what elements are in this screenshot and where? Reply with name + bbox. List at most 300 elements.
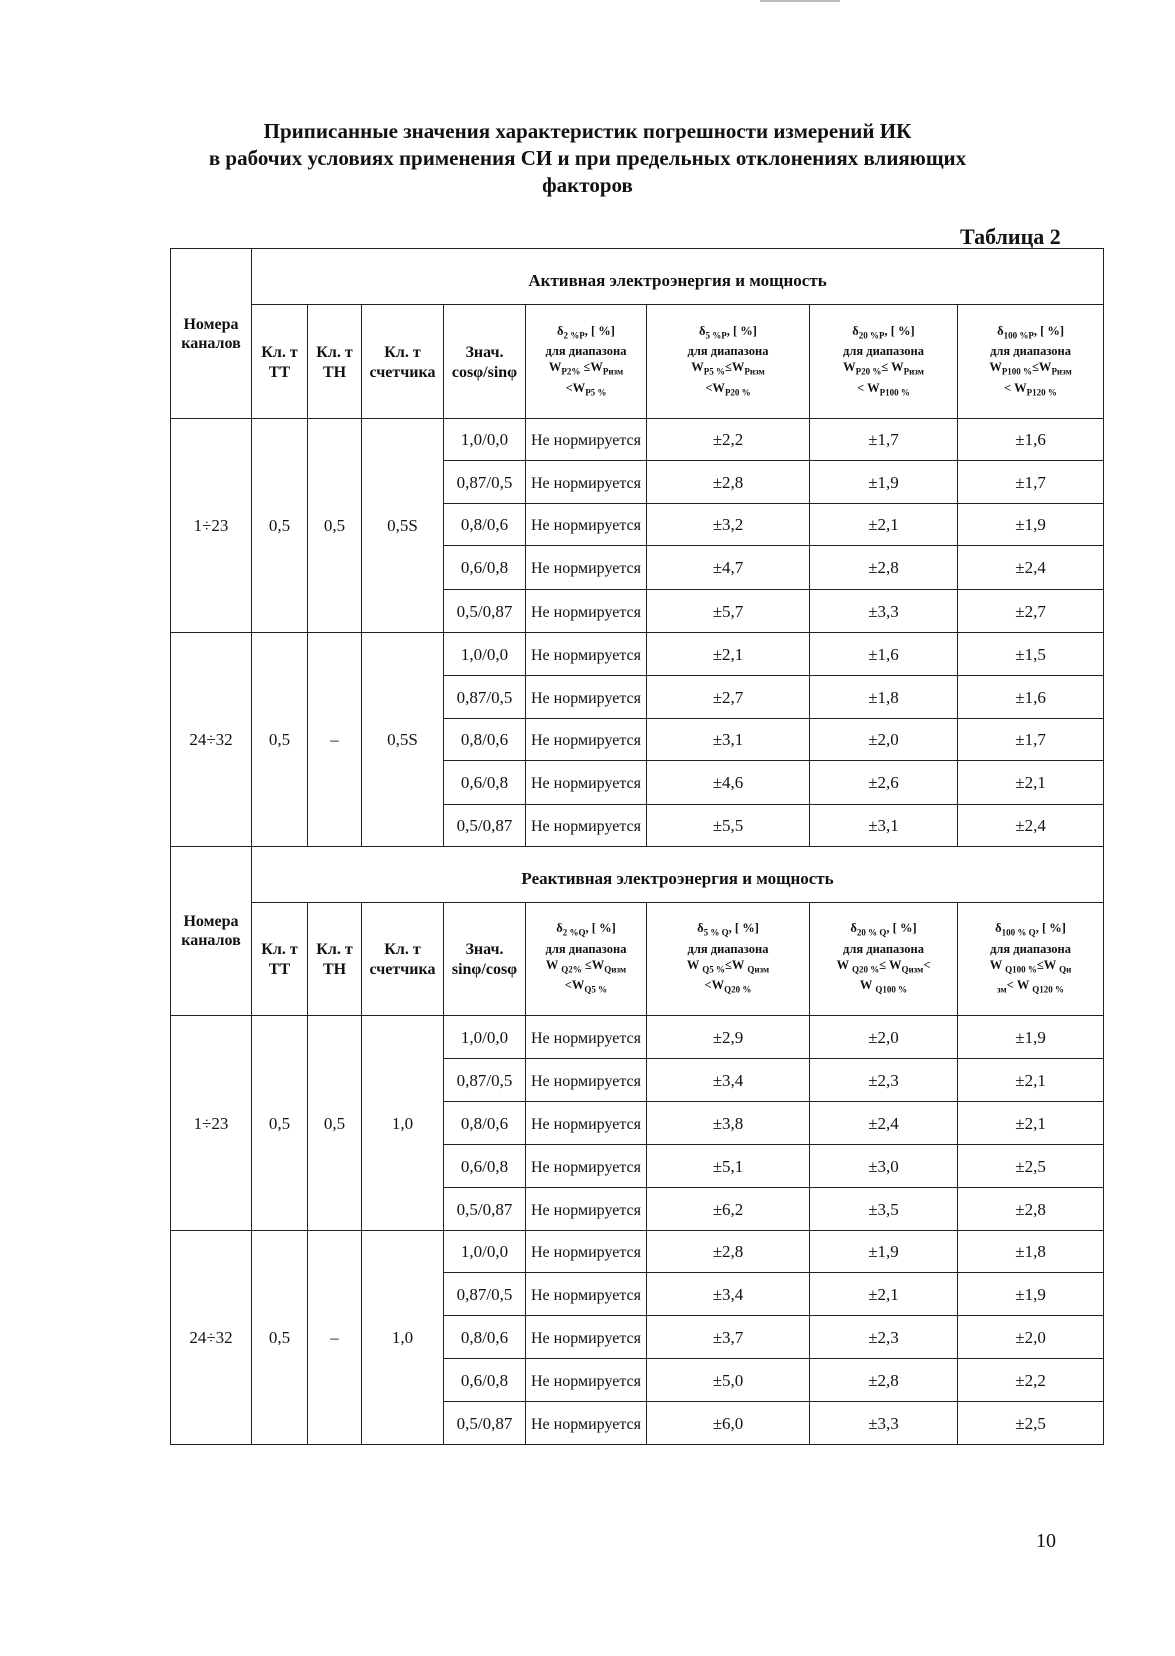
range-text: <W — [565, 380, 586, 395]
d5-value-cell — [647, 1188, 810, 1231]
d5-value: ±5,7 — [712, 601, 744, 621]
d5-value-cell — [647, 1059, 810, 1102]
kl-tn-header: Кл. т ТН — [316, 941, 353, 978]
znach-value: 0,6/0,8 — [460, 773, 509, 792]
d2-value-cell — [526, 546, 647, 590]
d2-header — [526, 323, 646, 401]
znach-value-cell — [444, 1316, 526, 1359]
channels-header-cell — [171, 249, 252, 419]
d2-header-cell — [526, 305, 647, 419]
d5-value-cell — [647, 1273, 810, 1316]
range-word: для диапазона — [687, 941, 769, 956]
range-text: W — [989, 957, 1006, 972]
d5-value-cell — [647, 1016, 810, 1059]
znach-value-cell — [444, 761, 526, 805]
delta-symbol: δ — [995, 921, 1002, 936]
d5-value-cell — [647, 419, 810, 461]
not-normalized: Не нормируется — [531, 689, 641, 707]
znach-value: 0,8/0,6 — [460, 515, 509, 534]
znach-value: 0,8/0,6 — [460, 1113, 509, 1133]
delta-symbol: δ — [850, 921, 857, 936]
d100-value-cell — [958, 1188, 1104, 1231]
znach-value: 1,0/0,0 — [460, 644, 509, 664]
d2-header-cell — [526, 903, 647, 1016]
range-sub: Qизм — [747, 964, 770, 975]
delta-unit: , [ %] — [726, 323, 757, 338]
range-sub: P5 % — [585, 387, 607, 398]
not-normalized: Не нормируется — [531, 603, 641, 621]
range-text: ≤ W — [879, 957, 902, 972]
znach-value-cell — [444, 546, 526, 590]
range-text: W — [859, 978, 876, 993]
range-sub: Pизм — [1051, 366, 1072, 377]
d100-header — [958, 920, 1103, 998]
d20-value: ±1,7 — [868, 430, 899, 449]
znach-value: 1,0/0,0 — [460, 430, 509, 449]
d20-value: ±2,6 — [868, 773, 899, 792]
not-normalized: Не нормируется — [531, 1415, 641, 1433]
range-sub: Q5 % — [702, 964, 726, 975]
d2-value-cell — [526, 1059, 647, 1102]
tn-value: 0,5 — [323, 1113, 346, 1133]
channels-cell — [171, 1016, 252, 1231]
d5-value: ±4,6 — [712, 773, 744, 792]
d100-value-cell — [958, 419, 1104, 461]
channels-cell — [171, 419, 252, 633]
d100-value: ±1,7 — [1015, 472, 1046, 492]
d100-value: ±2,2 — [1015, 1370, 1046, 1390]
d20-value: ±2,8 — [868, 558, 899, 577]
d100-value: ±1,9 — [1015, 1284, 1046, 1304]
d100-value-cell — [958, 1316, 1104, 1359]
not-normalized: Не нормируется — [531, 818, 641, 835]
d100-value-cell — [958, 1102, 1104, 1145]
tt-value: 0,5 — [268, 516, 291, 535]
delta-symbol: δ — [997, 323, 1004, 338]
znach-value: 1,0/0,0 — [460, 1027, 509, 1047]
d20-value: ±3,5 — [868, 1199, 899, 1219]
counter-value: 1,0 — [391, 1328, 414, 1347]
znach-value-cell — [444, 504, 526, 546]
delta-sub: 20 %P — [858, 330, 885, 341]
d20-value: ±3,3 — [868, 601, 899, 621]
d100-value-cell — [958, 1273, 1104, 1316]
d100-value: ±2,1 — [1015, 1070, 1046, 1090]
d5-value: ±5,0 — [712, 1370, 744, 1390]
title-line-1: Приписанные значения характеристик погрешности измерений ИК — [263, 119, 912, 143]
range-sub: Pизм — [602, 366, 624, 377]
d20-value-cell — [810, 761, 958, 805]
d20-value-cell — [810, 419, 958, 461]
range-sub: Q20 % — [724, 984, 752, 995]
d100-value-cell — [958, 1145, 1104, 1188]
znach-value-cell — [444, 1188, 526, 1231]
range-text: W — [548, 360, 562, 375]
znach-value-cell — [444, 805, 526, 847]
tt-cell — [252, 1016, 308, 1231]
d5-header-cell — [647, 305, 810, 419]
delta-symbol: δ — [699, 323, 706, 338]
range-word: для диапазона — [990, 344, 1072, 359]
d5-value: ±6,0 — [712, 1413, 744, 1433]
range-text: <W — [704, 978, 725, 993]
d5-value: ±2,2 — [712, 430, 744, 449]
reactive-section-header-row — [171, 903, 1104, 1016]
counter-cell — [362, 633, 444, 847]
tt-value: 0,5 — [268, 1328, 291, 1347]
d100-value: ±1,6 — [1015, 430, 1046, 449]
range-text: ≤W — [581, 957, 605, 972]
tt-cell — [252, 633, 308, 847]
range-word: для диапазона — [687, 344, 769, 359]
kl-counter-header: Кл. т счетчика — [369, 343, 436, 381]
range-text: ≤W — [1032, 360, 1052, 375]
d100-value-cell — [958, 1359, 1104, 1402]
range-sub: P20 % — [855, 366, 882, 377]
znach-value-cell — [444, 590, 526, 633]
d5-value-cell — [647, 590, 810, 633]
tn-cell — [308, 633, 362, 847]
delta-symbol: δ — [852, 323, 859, 338]
d20-header — [810, 323, 957, 401]
page-number: 10 — [1036, 1530, 1056, 1552]
range-word: для диапазона — [843, 941, 924, 956]
d100-value-cell — [958, 761, 1104, 805]
range-sub: P100 % — [879, 387, 910, 398]
d20-header-cell — [810, 305, 958, 419]
delta-sub: 100 % Q — [1001, 927, 1036, 938]
channels-header: Номера каналов — [181, 913, 241, 949]
kl-tn-cell — [308, 305, 362, 419]
d20-value: ±1,9 — [868, 1242, 899, 1261]
range-text: W — [686, 957, 703, 972]
znach-cell — [444, 903, 526, 1016]
counter-value: 1,0 — [391, 1113, 414, 1133]
range-word: для диапазона — [990, 941, 1072, 956]
not-normalized: Не нормируется — [531, 1072, 641, 1090]
tn-value: – — [330, 730, 339, 749]
znach-value-cell — [444, 1102, 526, 1145]
tn-cell — [308, 419, 362, 633]
d100-value-cell — [958, 1402, 1104, 1445]
d20-value-cell — [810, 805, 958, 847]
table-row — [171, 1231, 1104, 1273]
d5-value: ±3,4 — [712, 1284, 744, 1304]
znach-value-cell — [444, 633, 526, 676]
channels-header: Номера каналов — [181, 315, 241, 352]
d5-value: ±3,2 — [712, 515, 744, 534]
delta-unit: , [ %] — [584, 323, 615, 338]
range-word: для диапазона — [545, 941, 627, 956]
znach-value: 0,5/0,87 — [456, 1199, 513, 1219]
kl-counter-cell — [362, 305, 444, 419]
range-text: W — [836, 957, 852, 972]
d5-value-cell — [647, 1316, 810, 1359]
not-normalized: Не нормируется — [531, 1329, 641, 1347]
tt-value: 0,5 — [268, 730, 291, 749]
znach-header: Знач. cosφ/sinφ — [451, 343, 518, 381]
channels-value: 1÷23 — [193, 516, 229, 535]
range-text: <W — [564, 978, 585, 993]
channels-cell — [171, 1231, 252, 1445]
range-word: для диапазона — [843, 344, 924, 359]
d100-value-cell — [958, 676, 1104, 719]
d100-value: ±2,7 — [1015, 601, 1046, 621]
delta-sub: 20 % Q — [856, 927, 887, 938]
znach-value-cell — [444, 1273, 526, 1316]
d5-value-cell — [647, 805, 810, 847]
d20-header — [810, 920, 957, 998]
d20-value: ±2,1 — [868, 1284, 899, 1304]
d5-value-cell — [647, 1359, 810, 1402]
d100-value: ±2,1 — [1015, 1113, 1046, 1133]
d5-value: ±5,5 — [712, 816, 744, 835]
d100-value-cell — [958, 1231, 1104, 1273]
d100-value: ±2,1 — [1015, 773, 1046, 792]
d100-header — [958, 323, 1103, 401]
active-section-title-row — [171, 249, 1104, 305]
d100-value-cell — [958, 1016, 1104, 1059]
not-normalized: Не нормируется — [531, 474, 641, 492]
d20-value-cell — [810, 590, 958, 633]
range-text: ≤W — [1036, 957, 1060, 972]
d5-value: ±6,2 — [712, 1199, 744, 1219]
range-text: < — [923, 957, 931, 972]
d2-value-cell — [526, 419, 647, 461]
range-text: < W — [857, 380, 880, 395]
d20-value-cell — [810, 1016, 958, 1059]
d20-value-cell — [810, 1188, 958, 1231]
delta-sub: 2 %Q — [562, 927, 586, 938]
d20-value: ±2,0 — [868, 730, 899, 749]
range-sub: Qи — [1059, 964, 1072, 975]
d20-value: ±2,3 — [868, 1327, 899, 1347]
d100-header-cell — [958, 305, 1104, 419]
znach-value: 0,87/0,5 — [456, 472, 513, 492]
d2-value-cell — [526, 504, 647, 546]
range-sub: Q5 % — [584, 984, 608, 995]
d20-value: ±3,1 — [868, 816, 899, 835]
kl-tn-cell — [308, 903, 362, 1016]
range-sub: P5 % — [703, 366, 726, 377]
d20-value: ±2,4 — [868, 1113, 899, 1133]
d2-value-cell — [526, 1231, 647, 1273]
znach-value-cell — [444, 719, 526, 761]
d2-value-cell — [526, 633, 647, 676]
kl-counter-cell — [362, 903, 444, 1016]
section-title: Реактивная электроэнергия и мощность — [521, 869, 834, 888]
d100-value: ±1,6 — [1015, 687, 1046, 707]
not-normalized: Не нормируется — [531, 560, 641, 577]
d5-value: ±4,7 — [712, 558, 744, 577]
channels-value: 24÷32 — [189, 730, 233, 749]
d20-value: ±2,0 — [868, 1027, 899, 1047]
znach-value-cell — [444, 419, 526, 461]
delta-symbol: δ — [697, 921, 704, 936]
d20-value-cell — [810, 461, 958, 504]
znach-value: 0,8/0,6 — [460, 730, 509, 749]
d2-header — [526, 920, 646, 998]
scan-artifact — [760, 0, 840, 2]
d5-value-cell — [647, 546, 810, 590]
kl-tt-cell — [252, 903, 308, 1016]
d100-value-cell — [958, 633, 1104, 676]
channels-cell — [171, 633, 252, 847]
delta-unit: , [ %] — [884, 323, 915, 338]
znach-header: Знач. sinφ/cosφ — [451, 941, 518, 978]
active-section-title — [252, 249, 1104, 305]
delta-sub: 5 % Q — [703, 927, 729, 938]
delta-unit: , [ %] — [728, 921, 759, 936]
range-sub: P120 % — [1026, 387, 1057, 398]
znach-value: 0,5/0,87 — [456, 816, 513, 835]
delta-unit: , [ %] — [585, 921, 616, 936]
d20-value: ±1,8 — [868, 687, 899, 707]
znach-value: 1,0/0,0 — [460, 1242, 509, 1261]
d2-value-cell — [526, 805, 647, 847]
channels-header-cell — [171, 847, 252, 1016]
d100-value-cell — [958, 719, 1104, 761]
not-normalized: Не нормируется — [531, 1244, 641, 1261]
table-row — [171, 1016, 1104, 1059]
znach-value: 0,87/0,5 — [456, 1284, 513, 1304]
d2-value-cell — [526, 719, 647, 761]
d20-value-cell — [810, 1231, 958, 1273]
d2-value-cell — [526, 1359, 647, 1402]
d20-value-cell — [810, 1059, 958, 1102]
range-sub: Q2% — [561, 964, 582, 975]
range-sub: зм — [997, 984, 1007, 995]
d5-value: ±2,8 — [712, 1242, 744, 1261]
range-text: W — [843, 360, 856, 375]
table-row — [171, 419, 1104, 461]
d5-header — [647, 323, 809, 401]
d2-value-cell — [526, 590, 647, 633]
znach-value: 0,6/0,8 — [460, 1156, 509, 1176]
znach-value-cell — [444, 1016, 526, 1059]
d20-value-cell — [810, 546, 958, 590]
range-text: W — [989, 360, 1002, 375]
range-sub: Pизм — [903, 366, 924, 377]
d2-value-cell — [526, 1016, 647, 1059]
d5-value-cell — [647, 461, 810, 504]
d100-value-cell — [958, 590, 1104, 633]
reactive-section-title-row — [171, 847, 1104, 903]
not-normalized: Не нормируется — [531, 1115, 641, 1133]
delta-sub: 5 %P — [705, 330, 727, 341]
d2-value-cell — [526, 1273, 647, 1316]
d20-value: ±2,1 — [868, 515, 899, 534]
d20-value-cell — [810, 1102, 958, 1145]
d100-value: ±2,5 — [1015, 1156, 1046, 1176]
znach-value-cell — [444, 1402, 526, 1445]
d2-value-cell — [526, 676, 647, 719]
d100-value-cell — [958, 1059, 1104, 1102]
d100-value: ±1,9 — [1015, 515, 1046, 534]
error-characteristics-table — [170, 248, 1104, 1445]
kl-tn-header: Кл. т ТН — [316, 343, 353, 381]
d100-value: ±2,4 — [1015, 558, 1046, 577]
active-section-header-row — [171, 305, 1104, 419]
title-line-3: факторов — [542, 173, 633, 197]
counter-cell — [362, 1016, 444, 1231]
delta-unit: , [ %] — [1035, 921, 1066, 936]
tt-cell — [252, 1231, 308, 1445]
not-normalized: Не нормируется — [531, 517, 641, 534]
not-normalized: Не нормируется — [531, 1201, 641, 1219]
d20-value: ±1,6 — [868, 644, 899, 664]
znach-value: 0,8/0,6 — [460, 1327, 509, 1347]
range-sub: Q100 % — [875, 984, 908, 995]
title-line-2: в рабочих условиях применения СИ и при предельных отклонениях влияющих — [208, 146, 967, 170]
kl-tt-header: Кл. т ТТ — [261, 941, 298, 978]
kl-tt-cell — [252, 305, 308, 419]
d5-header-cell — [647, 903, 810, 1016]
d20-value-cell — [810, 1316, 958, 1359]
range-sub: Q100 % — [1005, 964, 1037, 975]
znach-value: 0,87/0,5 — [456, 687, 513, 707]
channels-value: 1÷23 — [193, 1113, 229, 1133]
d20-value-cell — [810, 676, 958, 719]
delta-unit: , [ %] — [1033, 323, 1065, 338]
d100-value-cell — [958, 504, 1104, 546]
d20-value-cell — [810, 1145, 958, 1188]
d5-value: ±3,4 — [712, 1070, 744, 1090]
znach-value: 0,5/0,87 — [456, 1413, 513, 1433]
range-text: ≤ W — [881, 360, 904, 375]
range-text: < W — [1006, 978, 1033, 993]
d5-value-cell — [647, 1102, 810, 1145]
d5-value-cell — [647, 1402, 810, 1445]
d5-value-cell — [647, 1231, 810, 1273]
counter-cell — [362, 419, 444, 633]
section-title: Активная электроэнергия и мощность — [528, 271, 827, 290]
d20-value-cell — [810, 504, 958, 546]
znach-value-cell — [444, 1145, 526, 1188]
znach-value-cell — [444, 1059, 526, 1102]
not-normalized: Не нормируется — [531, 646, 641, 664]
d2-value-cell — [526, 761, 647, 805]
tn-cell — [308, 1016, 362, 1231]
d5-value-cell — [647, 504, 810, 546]
delta-sub: 100 %P — [1003, 330, 1034, 341]
document-title — [0, 118, 1175, 199]
range-sub: Qизм — [901, 964, 924, 975]
d20-value-cell — [810, 1273, 958, 1316]
d5-header — [647, 920, 809, 998]
table-row — [171, 633, 1104, 676]
d2-value-cell — [526, 1102, 647, 1145]
d100-value: ±1,5 — [1015, 644, 1046, 664]
znach-value: 0,87/0,5 — [456, 1070, 513, 1090]
znach-value-cell — [444, 1231, 526, 1273]
range-word: для диапазона — [545, 344, 627, 359]
not-normalized: Не нормируется — [531, 775, 641, 792]
znach-value: 0,6/0,8 — [460, 1370, 509, 1390]
d5-value-cell — [647, 761, 810, 805]
d5-value: ±3,7 — [712, 1327, 744, 1347]
range-sub: P20 % — [724, 387, 751, 398]
d5-value: ±2,7 — [712, 687, 744, 707]
counter-cell — [362, 1231, 444, 1445]
range-sub: P100 % — [1001, 366, 1033, 377]
range-text: < W — [1004, 380, 1027, 395]
d100-value-cell — [958, 546, 1104, 590]
counter-value: 0,5S — [387, 516, 418, 535]
d20-value-cell — [810, 1402, 958, 1445]
reactive-section-title — [252, 847, 1104, 903]
not-normalized: Не нормируется — [531, 1029, 641, 1047]
